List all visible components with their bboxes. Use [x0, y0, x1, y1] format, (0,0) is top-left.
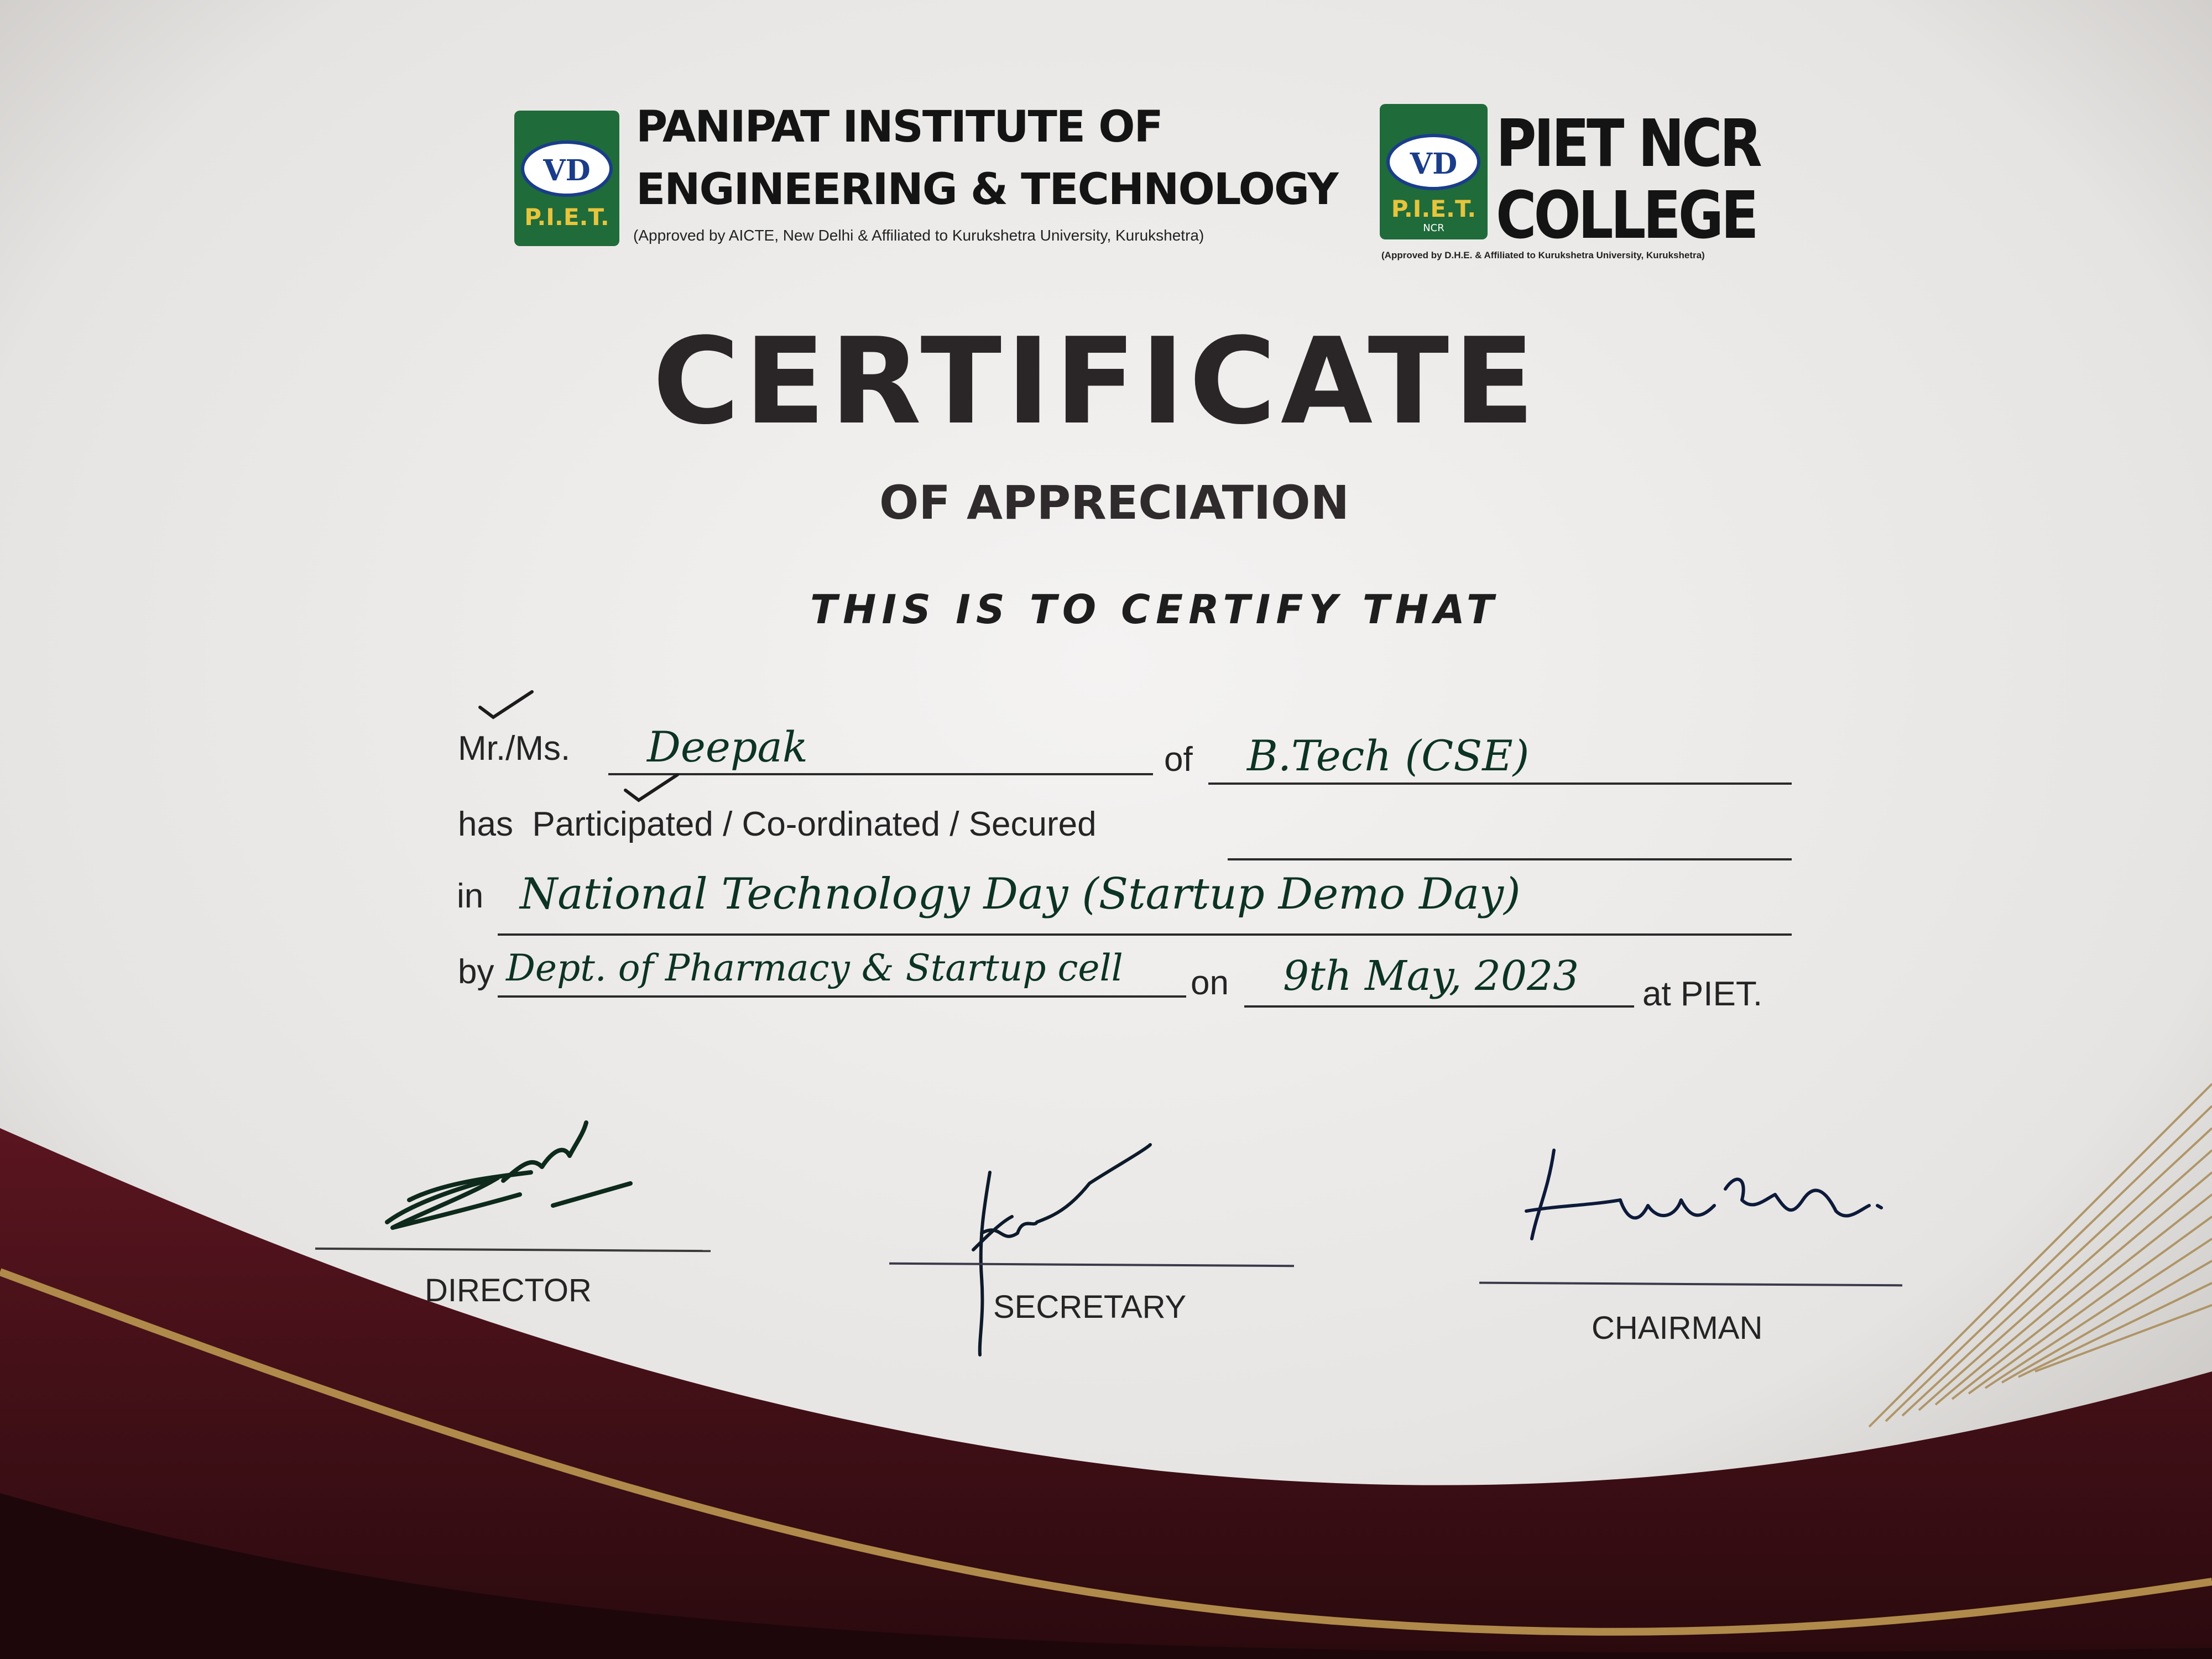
option-participated: Participated: [532, 805, 713, 843]
certificate-title: CERTIFICATE: [653, 312, 1540, 451]
secured-underline: [1228, 858, 1792, 860]
piet-ncr-title-line1: PIET NCR: [1496, 105, 1760, 181]
piet-ncr-emblem-monogram: VD: [1410, 147, 1458, 181]
piet-emblem-monogram: VD: [543, 154, 591, 187]
director-signature: [376, 1112, 641, 1239]
row1-prefix: Mr./Ms.: [458, 729, 571, 768]
organizer-underline: [498, 995, 1186, 998]
chairman-label: CHAIRMAN: [1592, 1310, 1763, 1346]
piet-title-line1: PANIPAT INSTITUTE OF: [636, 102, 1162, 152]
piet-ncr-approval-text: (Approved by D.H.E. & Affiliated to Kurukshetra University, Kurukshetra): [1381, 250, 1705, 260]
course-name: B.Tech (CSE): [1247, 731, 1530, 780]
event-date: 9th May, 2023: [1283, 952, 1579, 1000]
row3-prefix: in: [457, 877, 484, 915]
row4-prefix: by: [458, 953, 494, 991]
piet-ncr-emblem-tag: NCR: [1423, 222, 1444, 234]
event-underline: [498, 933, 1792, 936]
option-secured: Secured: [968, 805, 1097, 843]
checkmark-icon-participated: [622, 771, 683, 805]
event-name: National Technology Day (Startup Demo Day): [520, 869, 1521, 919]
course-underline: [1208, 782, 1792, 785]
option-separator-2: /: [950, 805, 959, 843]
certificate-subtitle: OF APPRECIATION: [879, 476, 1349, 530]
row2-line: [458, 805, 1097, 844]
piet-emblem-text: P.I.E.T.: [524, 204, 609, 231]
row1-of-label: of: [1164, 740, 1193, 779]
organizer-name: Dept. of Pharmacy & Startup cell: [506, 947, 1123, 989]
name-underline: [608, 773, 1153, 775]
row4-suffix: at PIET.: [1642, 975, 1763, 1013]
director-label: DIRECTOR: [425, 1272, 592, 1308]
row4-on-label: on: [1191, 964, 1229, 1002]
participant-name: Deepak: [647, 722, 808, 771]
piet-ncr-emblem-text: P.I.E.T.: [1391, 195, 1477, 222]
date-underline: [1244, 1005, 1634, 1008]
row2-prefix: has: [458, 805, 513, 843]
checkmark-icon: [477, 688, 538, 722]
certify-line: THIS IS TO CERTIFY THAT: [810, 586, 1500, 633]
piet-ncr-title-line2: COLLEGE: [1496, 177, 1756, 253]
secretary-label: SECRETARY: [993, 1289, 1187, 1325]
option-coordinated: Co-ordinated: [742, 805, 940, 843]
piet-approval-text: (Approved by AICTE, New Delhi & Affiliated to Kurukshetra University, Kurukshetra): [633, 227, 1204, 244]
piet-ncr-logo: [1380, 104, 1488, 239]
option-separator-1: /: [723, 805, 733, 843]
piet-logo: [514, 111, 619, 246]
chairman-signature: [1515, 1139, 1891, 1255]
piet-title-line2: ENGINEERING & TECHNOLOGY: [636, 165, 1338, 215]
secretary-signature: [940, 1139, 1161, 1360]
